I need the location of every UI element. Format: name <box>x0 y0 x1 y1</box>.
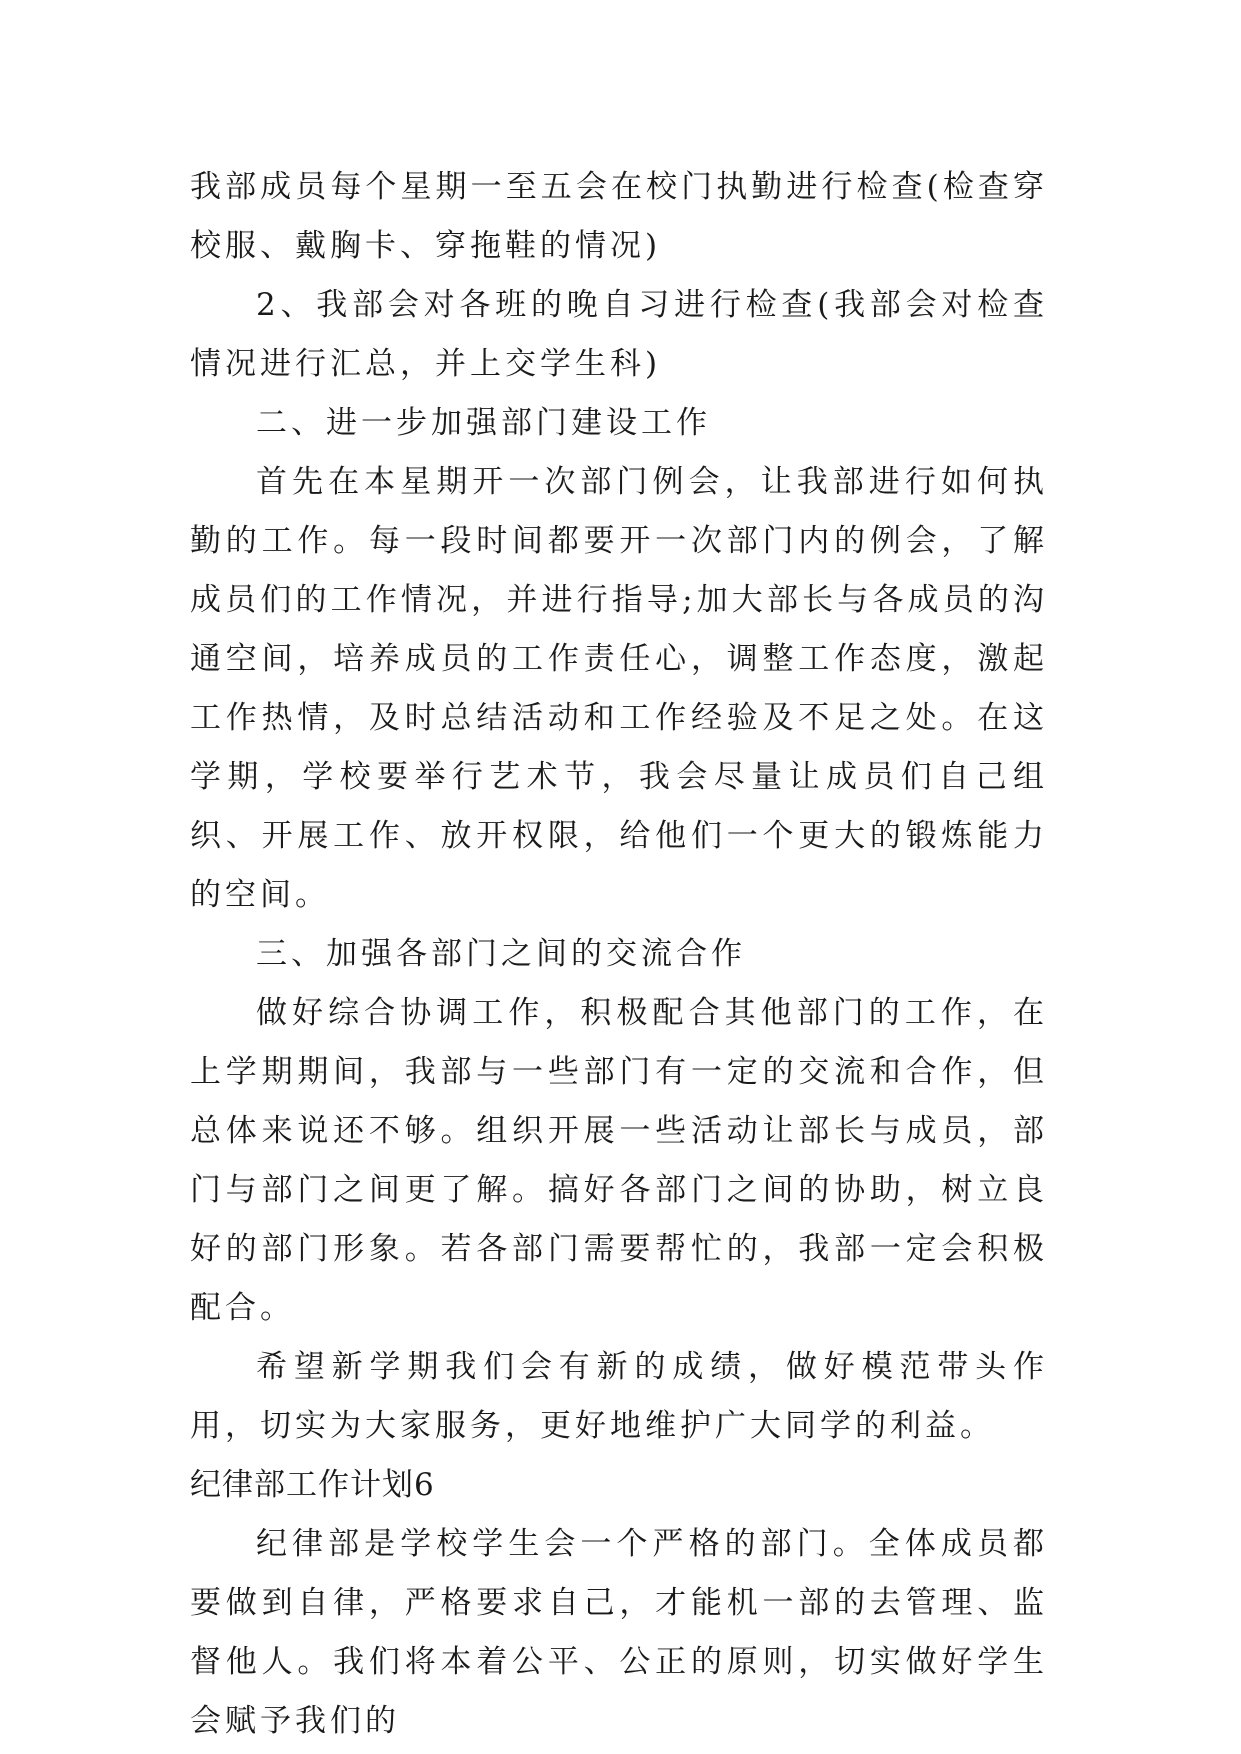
paragraph-discipline-department-intro: 纪律部是学校学生会一个严格的部门。全体成员都要做到自律，严格要求自己，才能机一部的去管理、监督他人。我们将本着公平、公正的原则，切实做好学生会赋予我们的 <box>190 1526 1048 1739</box>
paragraph-evening-study-check: 2、我部会对各班的晚自习进行检查(我部会对检查情况进行汇总，并上交学生科) <box>190 287 1048 382</box>
plan-title: 纪律部工作计划6 <box>190 1467 435 1503</box>
paragraph-checking-duties: 我部成员每个星期一至五会在校门执勤进行检查(检查穿校服、戴胸卡、穿拖鞋的情况) <box>190 169 1048 264</box>
section-heading-inter-department-cooperation: 三、加强各部门之间的交流合作 <box>256 936 746 972</box>
paragraph-coordination-work: 做好综合协调工作，积极配合其他部门的工作，在上学期期间，我部与一些部门有一定的交流和合作，但总体来说还不够。组织开展一些活动让部长与成员，部门与部门之间更了解。搞好各部门之间的协助，树立良好的部门形象。若各部门需要帮忙的，我部一定会积极配合。 <box>190 995 1048 1326</box>
section-heading-department-building: 二、进一步加强部门建设工作 <box>256 405 711 441</box>
paragraph-department-meetings: 首先在本星期开一次部门例会，让我部进行如何执勤的工作。每一段时间都要开一次部门内的例会，了解成员们的工作情况，并进行指导;加大部长与各成员的沟通空间，培养成员的工作责任心，调整工作态度，激起工作热情，及时总结活动和工作经验及不足之处。在这学期，学校要举行艺术节，我会尽量让成员们自己组织、开展工作、放开权限，给他们一个更大的锻炼能力的空间。 <box>190 464 1048 913</box>
document-body <box>190 158 1048 1751</box>
paragraph-new-semester-hopes: 希望新学期我们会有新的成绩，做好模范带头作用，切实为大家服务，更好地维护广大同学的利益。 <box>190 1349 1048 1444</box>
